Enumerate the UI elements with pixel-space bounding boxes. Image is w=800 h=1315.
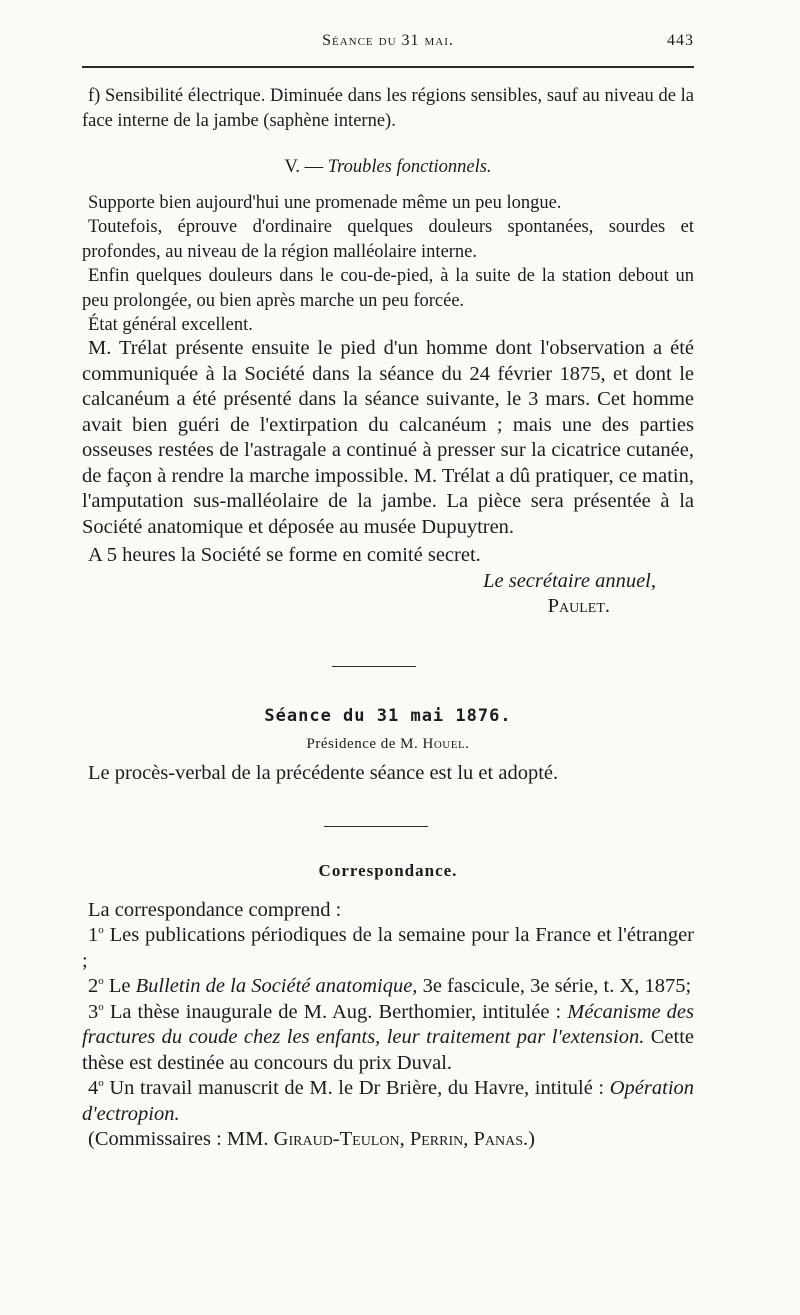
seance-block: [82, 706, 694, 787]
correspondance-intro: La correspondance comprend :: [88, 898, 342, 921]
paragraph-etat-general: État général excellent.: [88, 315, 253, 335]
item-4-number: 4: [88, 1077, 99, 1099]
secretaire-signature: Paulet.: [547, 595, 610, 617]
item-1-text: Les publications périodiques de la semaine pour la France et l'étranger ;: [82, 924, 695, 972]
correspondance-item-2: 2$^o$ Le Bulletin de la Société anatomique, 3e fascicule, 3e série, t. X, 1875;: [88, 975, 692, 997]
running-header: [82, 32, 694, 56]
correspondance-title: Correspondance.: [318, 861, 458, 880]
section-v-title: Troubles fonctionnels.: [327, 157, 492, 177]
item-3-pre: La thèse inaugurale de M. Aug. Berthomier, intitulée :: [109, 1000, 562, 1023]
commissaires-prefix: (Commissaires : MM.: [88, 1128, 269, 1150]
secretaire-title: Le secrétaire annuel,: [483, 569, 656, 592]
presidence-prefix: Présidence de M.: [306, 736, 419, 752]
item-2-pre: Le: [108, 975, 131, 997]
page-number: 443: [667, 32, 694, 49]
item-3-post: Cette thèse est destinée au concours du prix Duval.: [82, 1026, 695, 1074]
item-2-number: 2: [88, 975, 99, 997]
sensibilite-paragraph: f) Sensibilité électrique. Diminuée dans les régions sensibles, sauf au niveau de la face interne de la jambe (saphène interne).: [82, 86, 694, 131]
item-3-title: Mécanisme des fractures du coude chez les enfants, leur traitement par l'extension.: [82, 1000, 695, 1048]
section-v-heading: [82, 155, 694, 180]
correspondance-item-3: 3$^o$ La thèse inaugurale de M. Aug. Berthomier, intitulée : Mécanisme des fractures du coude chez les enfants, leur traitement par l'extension. Cette thèse est destinée au concours du prix Duval.: [82, 1000, 695, 1074]
item-4-title: Opération d'ectropion.: [82, 1077, 695, 1125]
commissaires-names: Giraud-Teulon, Perrin, Panas.): [273, 1128, 535, 1150]
item-1-number: 1: [88, 924, 99, 946]
item-2-post: 3e fascicule, 3e série, t. X, 1875;: [422, 975, 692, 997]
seance-divider: [324, 826, 428, 827]
correspondance-item-1: 1$^o$ Les publications périodiques de la semaine pour la France et l'étranger ;: [82, 924, 695, 972]
paragraph-enfin: Enfin quelques douleurs dans le cou-de-pied, à la suite de la station debout un peu prolongée, ou bien après marche un peu forcée.: [82, 266, 694, 311]
seance-title: Séance du 31 mai 1876.: [264, 706, 512, 726]
paragraph-trelat: M. Trélat présente ensuite le pied d'un homme dont l'observation a été communiquée à la Société dans la séance du 24 février 1875, et dont le calcanéum a été présenté dans la séance suivante, le 3 mars. Cet homme avait bien guéri de l'extirpation du calcanéum ; mais une des parties osseuses restées de l'astragale a continué à presser sur la cicatrice cutanée, de façon à rendre la marche impossible. M. Trélat a dû pratiquer, ce matin, l'amputation sus-malléolaire de la jambe. La pièce sera présentée à la Société anatomique et déposée au musée Dupuytren.: [82, 337, 694, 538]
section-v-number: V. —: [284, 157, 324, 177]
section-divider: [332, 666, 416, 667]
paragraph-supporte: Supporte bien aujourd'hui une promenade même un peu longue.: [88, 192, 562, 213]
observation-block: [82, 84, 694, 338]
presidence-line: [82, 736, 694, 753]
trelat-block: [82, 336, 694, 620]
commissaires-line: [82, 1127, 694, 1153]
item-2-title: Bulletin de la Société anatomique,: [135, 975, 418, 997]
header-rule: [82, 66, 694, 68]
running-title: Séance du 31 mai.: [322, 32, 454, 49]
paragraph-comite-secret: A 5 heures la Société se forme en comité secret.: [88, 544, 481, 566]
item-3-number: 3: [88, 1000, 99, 1023]
proces-verbal: Le procès-verbal de la précédente séance est lu et adopté.: [88, 762, 559, 784]
paragraph-toutefois: Toutefois, éprouve d'ordinaire quelques douleurs spontanées, sourdes et profondes, au niveau de la région malléolaire interne.: [82, 217, 694, 262]
correspondance-block: [82, 858, 694, 1153]
item-4-pre: Un travail manuscrit de M. le Dr Brière, du Havre, intitulé :: [109, 1077, 605, 1099]
correspondance-item-4: 4$^o$ Un travail manuscrit de M. le Dr Brière, du Havre, intitulé : Opération d'ectropion.: [82, 1077, 695, 1125]
president-name: Houel.: [422, 736, 470, 752]
